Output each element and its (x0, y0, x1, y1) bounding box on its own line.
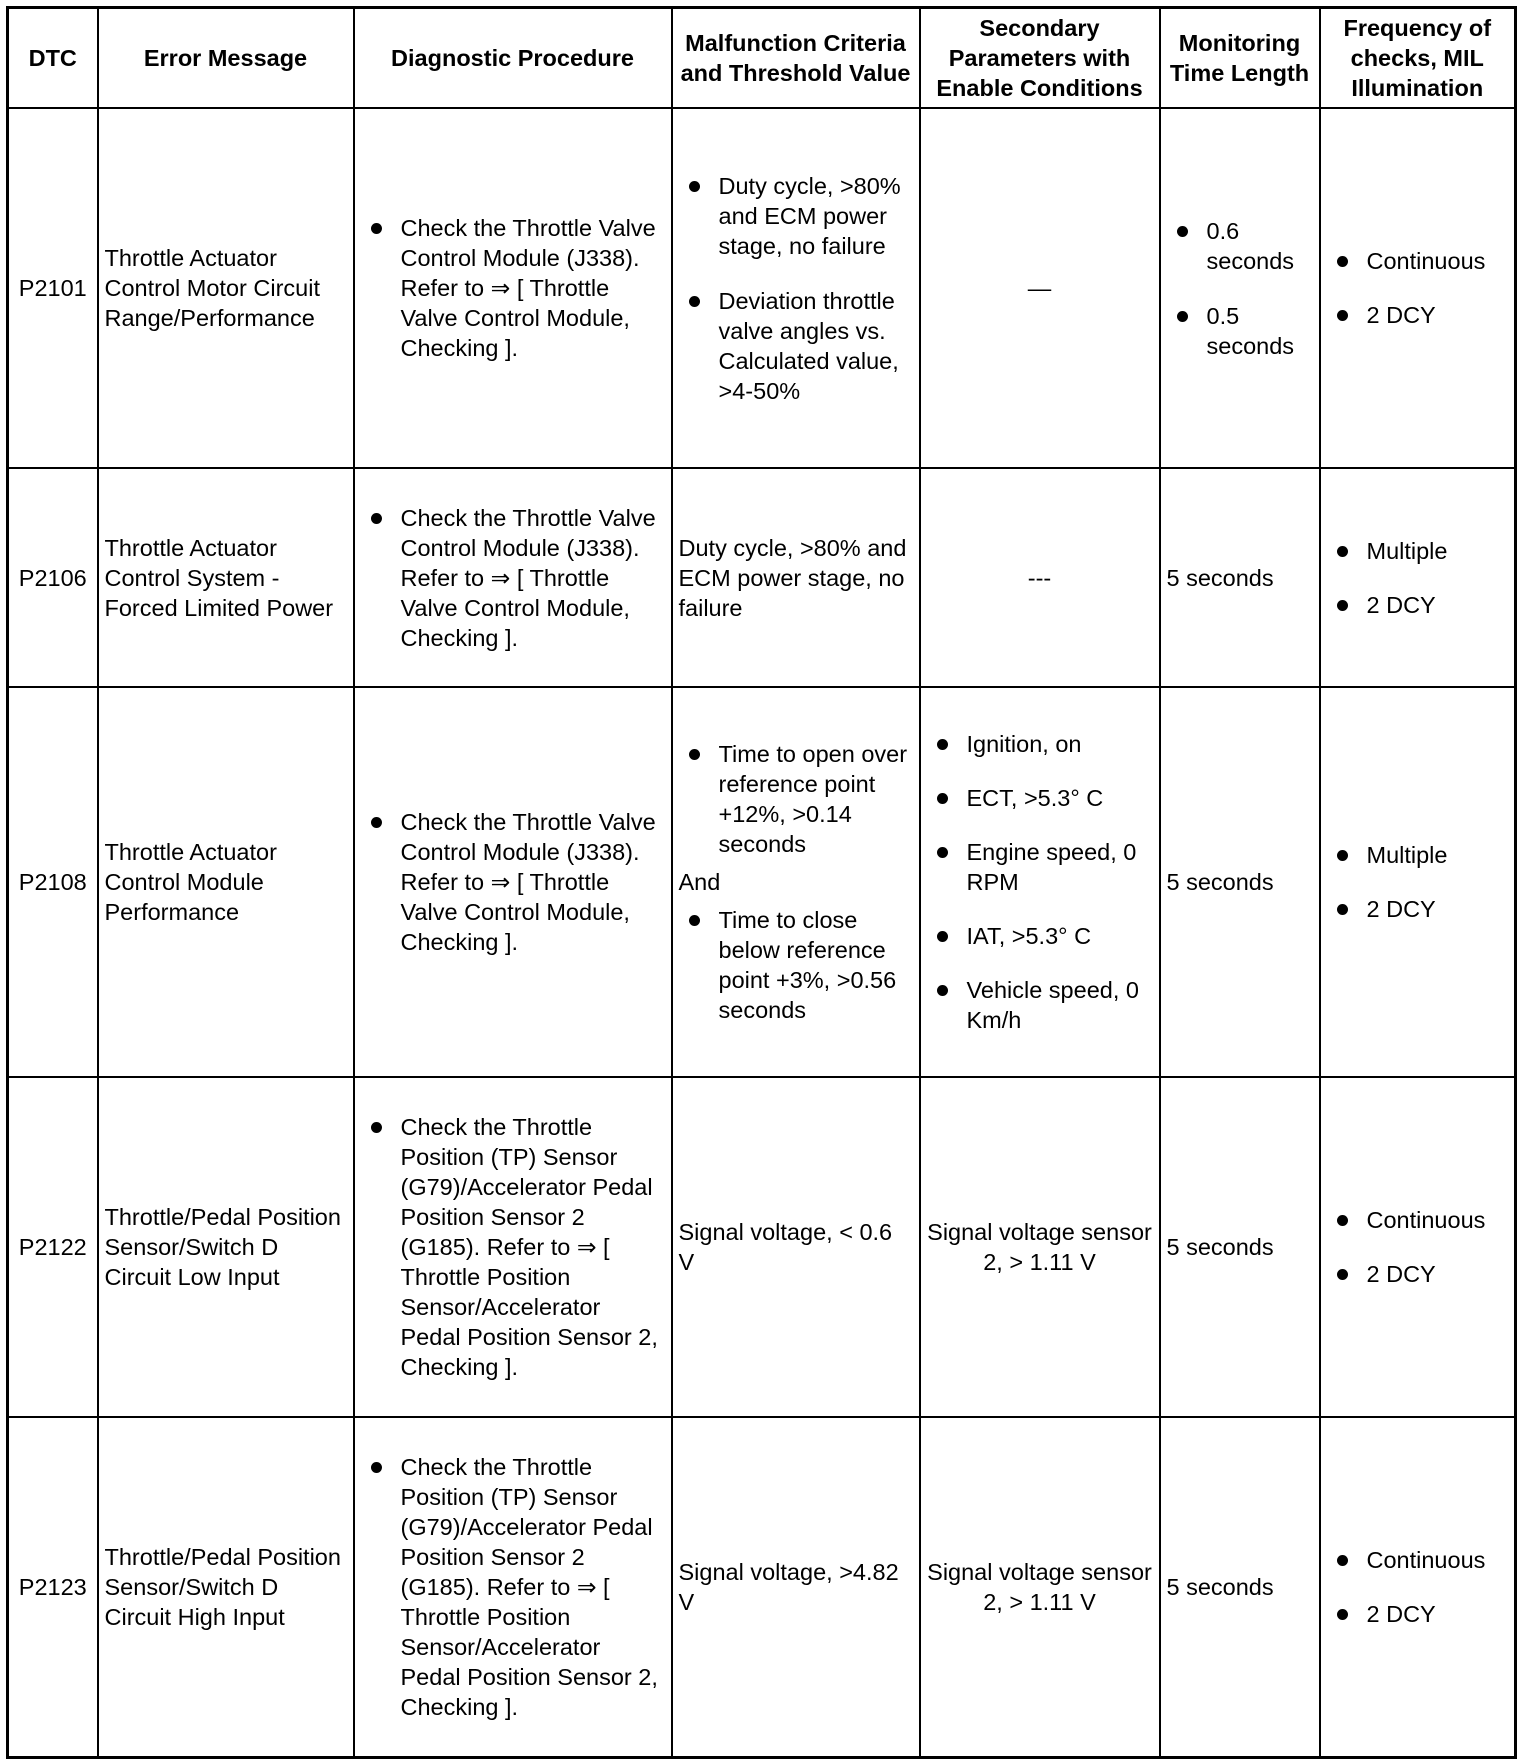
dtc-table (6, 6, 1517, 1759)
frequency (1320, 108, 1516, 468)
monitoring-time: 5 seconds (1160, 1077, 1320, 1417)
dtc-code: P2123 (8, 1417, 98, 1757)
procedure-item: Check the Throttle Valve Control Module (J338). Refer to ⇒ [ Throttle Valve Control Module, Checking ]. (361, 807, 665, 957)
frequency-item: 2 DCY (1327, 590, 1509, 620)
frequency-item: 2 DCY (1327, 894, 1509, 924)
criteria-item: Time to close below reference point +3%, >0.56 seconds (679, 905, 913, 1025)
frequency-item: Multiple (1327, 840, 1509, 870)
dtc-code: P2108 (8, 687, 98, 1077)
header-malfunction-criteria: Malfunction Criteria and Threshold Value (672, 8, 920, 109)
criteria-item: Deviation throttle valve angles vs. Calculated value, >4-50% (679, 286, 913, 406)
monitoring-item: 0.5 seconds (1167, 301, 1313, 361)
dtc-code: P2101 (8, 108, 98, 468)
malfunction-criteria: Duty cycle, >80% and ECM power stage, no failure (672, 468, 920, 687)
malfunction-criteria: Signal voltage, < 0.6 V (672, 1077, 920, 1417)
frequency (1320, 468, 1516, 687)
monitoring-item: 0.6 seconds (1167, 216, 1313, 276)
table-row (8, 687, 1516, 1077)
malfunction-criteria (672, 687, 920, 1077)
frequency (1320, 1417, 1516, 1757)
error-message: Throttle Actuator Control Module Performance (98, 687, 354, 1077)
monitoring-time: 5 seconds (1160, 687, 1320, 1077)
criteria-and: And (678, 869, 721, 895)
dtc-code: P2106 (8, 468, 98, 687)
header-frequency: Frequency of checks, MIL Illumination (1320, 8, 1516, 109)
header-monitoring-time: Monitoring Time Length (1160, 8, 1320, 109)
diagnostic-procedure (354, 1077, 672, 1417)
procedure-item: Check the Throttle Valve Control Module (J338). Refer to ⇒ [ Throttle Valve Control Module, Checking ]. (361, 503, 665, 653)
monitoring-time (1160, 108, 1320, 468)
secondary-parameters: Signal voltage sensor 2, > 1.11 V (920, 1417, 1160, 1757)
frequency (1320, 1077, 1516, 1417)
diagnostic-procedure (354, 1417, 672, 1757)
error-message: Throttle Actuator Control Motor Circuit Range/Performance (98, 108, 354, 468)
diagnostic-procedure (354, 468, 672, 687)
criteria-item: Duty cycle, >80% and ECM power stage, no failure (679, 171, 913, 261)
criteria-item: Time to open over reference point +12%, >0.14 seconds (679, 739, 913, 859)
secondary-item: Vehicle speed, 0 Km/h (927, 975, 1153, 1035)
frequency-item: Continuous (1327, 246, 1509, 276)
secondary-item: Ignition, on (927, 729, 1153, 759)
table-row (8, 1077, 1516, 1417)
header-secondary-parameters: Secondary Parameters with Enable Conditions (920, 8, 1160, 109)
error-message: Throttle Actuator Control System - Forced Limited Power (98, 468, 354, 687)
frequency-item: Multiple (1327, 536, 1509, 566)
secondary-item: Engine speed, 0 RPM (927, 837, 1153, 897)
secondary-item: IAT, >5.3° C (927, 921, 1153, 951)
frequency-item: 2 DCY (1327, 1599, 1509, 1629)
table-row (8, 1417, 1516, 1757)
secondary-parameters (920, 687, 1160, 1077)
monitoring-time: 5 seconds (1160, 1417, 1320, 1757)
procedure-item: Check the Throttle Valve Control Module (J338). Refer to ⇒ [ Throttle Valve Control Module, Checking ]. (361, 213, 665, 363)
secondary-parameters: — (920, 108, 1160, 468)
header-error-message: Error Message (98, 8, 354, 109)
header-dtc: DTC (8, 8, 98, 109)
secondary-parameters: Signal voltage sensor 2, > 1.11 V (920, 1077, 1160, 1417)
error-message: Throttle/Pedal Position Sensor/Switch D Circuit High Input (98, 1417, 354, 1757)
monitoring-time: 5 seconds (1160, 468, 1320, 687)
header-diagnostic-procedure: Diagnostic Procedure (354, 8, 672, 109)
table-row (8, 468, 1516, 687)
frequency-item: Continuous (1327, 1545, 1509, 1575)
header-row (8, 8, 1516, 109)
frequency-item: 2 DCY (1327, 1259, 1509, 1289)
frequency-item: 2 DCY (1327, 300, 1509, 330)
table-row (8, 108, 1516, 468)
malfunction-criteria (672, 108, 920, 468)
diagnostic-procedure (354, 108, 672, 468)
error-message: Throttle/Pedal Position Sensor/Switch D Circuit Low Input (98, 1077, 354, 1417)
diagnostic-procedure (354, 687, 672, 1077)
malfunction-criteria: Signal voltage, >4.82 V (672, 1417, 920, 1757)
frequency (1320, 687, 1516, 1077)
dtc-code: P2122 (8, 1077, 98, 1417)
frequency-item: Continuous (1327, 1205, 1509, 1235)
secondary-item: ECT, >5.3° C (927, 783, 1153, 813)
procedure-item: Check the Throttle Position (TP) Sensor (G79)/Accelerator Pedal Position Sensor 2 (G185). Refer to ⇒ [ Throttle Position Sensor/Accelerator Pedal Position Sensor 2, Checking ]. (361, 1452, 665, 1722)
secondary-parameters: --- (920, 468, 1160, 687)
procedure-item: Check the Throttle Position (TP) Sensor (G79)/Accelerator Pedal Position Sensor 2 (G185). Refer to ⇒ [ Throttle Position Sensor/Accelerator Pedal Position Sensor 2, Checking ]. (361, 1112, 665, 1382)
